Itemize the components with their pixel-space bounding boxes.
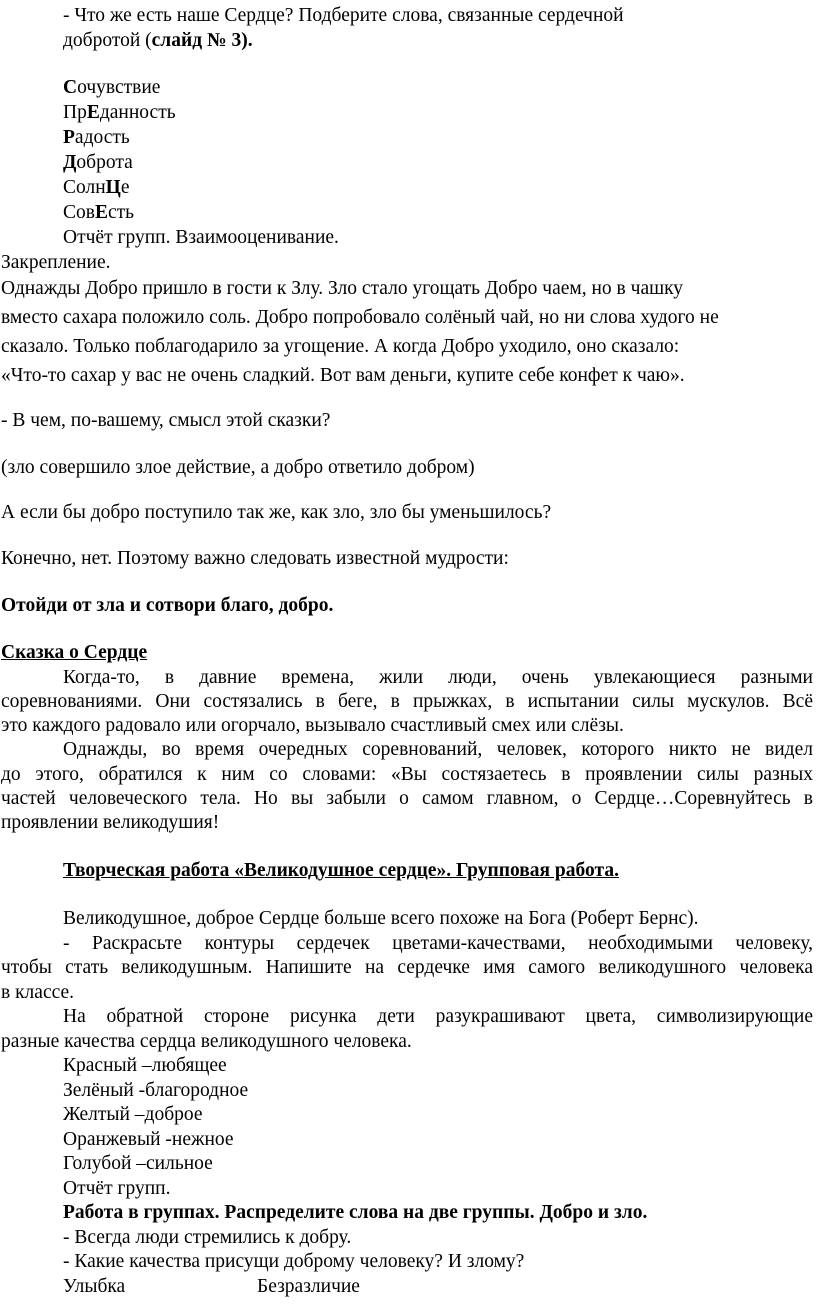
heart-tale-line: проявлении великодушия! — [1, 812, 220, 833]
acrostic-pre: Солн — [63, 177, 106, 198]
word-evil: Безразличие — [257, 1276, 360, 1297]
acrostic-post: оброта — [76, 152, 133, 173]
acrostic-post: сть — [107, 202, 135, 223]
acrostic-post: очувствие — [77, 77, 161, 98]
acrostic-letter: Д — [63, 152, 77, 173]
acrostic-post: е — [120, 177, 130, 198]
acrostic-word — [63, 175, 130, 200]
heart-tale-line: частей человеческого тела. Но вы забыли о самом главном, о Сердце…Соревнуйтесь в — [1, 788, 813, 809]
color-quality: Зелёный -благородное — [63, 1080, 249, 1101]
consolidation-heading: Закрепление. — [1, 252, 111, 273]
back-side-line: На обратной стороне рисунка дети разукрашивают цвета, символизирующие — [63, 1006, 813, 1027]
intro-question: - Что же есть наше Сердце? Подберите слова, связанные сердечной — [63, 5, 624, 26]
acrostic-letter: С — [63, 77, 78, 98]
acrostic-word — [63, 125, 130, 150]
group-question: - Всегда люди стремились к добру. — [63, 1227, 352, 1248]
task-line: - Раскрасьте контуры сердечек цветами-качествами, необходимыми человеку, — [63, 933, 813, 954]
acrostic-letter: Ц — [105, 177, 121, 198]
intro-question-cont — [63, 28, 253, 53]
word-good: Улыбка — [63, 1276, 126, 1297]
heart-tale-title: Сказка о Сердце — [1, 642, 148, 663]
answer-evil: Конечно, нет. Поэтому важно следовать известной мудрости: — [1, 548, 509, 569]
slide-reference: слайд № 3). — [151, 30, 253, 51]
question-evil: А если бы добро поступило так же, как зло, зло бы уменьшилось? — [1, 502, 552, 523]
acrostic-pre: Сов — [63, 202, 95, 223]
heart-tale-line: это каждого радовало или огорчало, вызывало счастливый смех или слёзы. — [1, 715, 624, 736]
heart-tale-line: Когда-то, в давние времена, жили люди, очень увлекающиеся разными — [63, 667, 813, 688]
group-report: Отчёт групп. — [63, 1178, 171, 1199]
acrostic-letter: Е — [86, 102, 100, 123]
burns-quote: Великодушное, доброе Сердце больше всего похоже на Бога (Роберт Бернс). — [63, 908, 699, 929]
color-quality: Красный –любящее — [63, 1055, 227, 1076]
question-meaning: - В чем, по-вашему, смысл этой сказки? — [1, 410, 331, 431]
color-quality: Голубой –сильное — [63, 1153, 213, 1174]
acrostic-post: данность — [99, 102, 176, 123]
back-side-line: разные качества сердца великодушного человека. — [1, 1031, 412, 1052]
heart-tale-line: до этого, обратился к ним со словами: «Вы состязаетесь в проявлении силы разных — [1, 764, 813, 785]
group-work-title: Работа в группах. Распределите слова на две группы. Добро и зло. — [63, 1202, 648, 1223]
color-quality: Оранжевый -нежное — [63, 1129, 234, 1150]
story-line: вместо сахара положило соль. Добро попробовало солёный чай, но ни слова худого не — [1, 307, 719, 328]
heart-tale-line: соревнованиями. Они состязались в беге, в прыжках, в испытании силы мускулов. Всё — [1, 691, 813, 712]
story-line: «Что-то сахар у вас не очень сладкий. Вот вам деньги, купите себе конфет к чаю». — [1, 365, 685, 386]
acrostic-word — [63, 75, 160, 100]
word-pair — [63, 1274, 360, 1299]
heart-tale-line: Однажды, во время очередных соревнований, человек, которого никто не видел — [63, 739, 813, 760]
acrostic-letter: Е — [94, 202, 108, 223]
wisdom-quote: Отойди от зла и сотвори благо, добро. — [1, 595, 334, 616]
intro-text: добротой ( — [63, 30, 152, 51]
answer-meaning: (зло совершило злое действие, а добро ответило добром) — [1, 457, 475, 478]
task-line: в классе. — [1, 982, 75, 1003]
acrostic-letter: Р — [63, 127, 75, 148]
color-quality: Желтый –доброе — [63, 1104, 203, 1125]
acrostic-post: адость — [74, 127, 130, 148]
story-line: Однажды Добро пришло в гости к Злу. Зло стало угощать Добро чаем, но в чашку — [1, 278, 684, 299]
group-report: Отчёт групп. Взаимооценивание. — [63, 227, 339, 248]
acrostic-word — [63, 150, 133, 175]
acrostic-word — [63, 200, 134, 225]
group-question: - Какие качества присущи доброму человеку? И злому? — [63, 1251, 525, 1272]
creative-work-title: Творческая работа «Великодушное сердце». Групповая работа. — [63, 860, 619, 881]
task-line: чтобы стать великодушным. Напишите на сердечке имя самого великодушного человека — [1, 957, 813, 978]
acrostic-word — [63, 100, 176, 125]
acrostic-pre: Пр — [63, 102, 87, 123]
story-line: сказало. Только поблагодарило за угощение. А когда Добро уходило, оно сказало: — [1, 336, 680, 357]
